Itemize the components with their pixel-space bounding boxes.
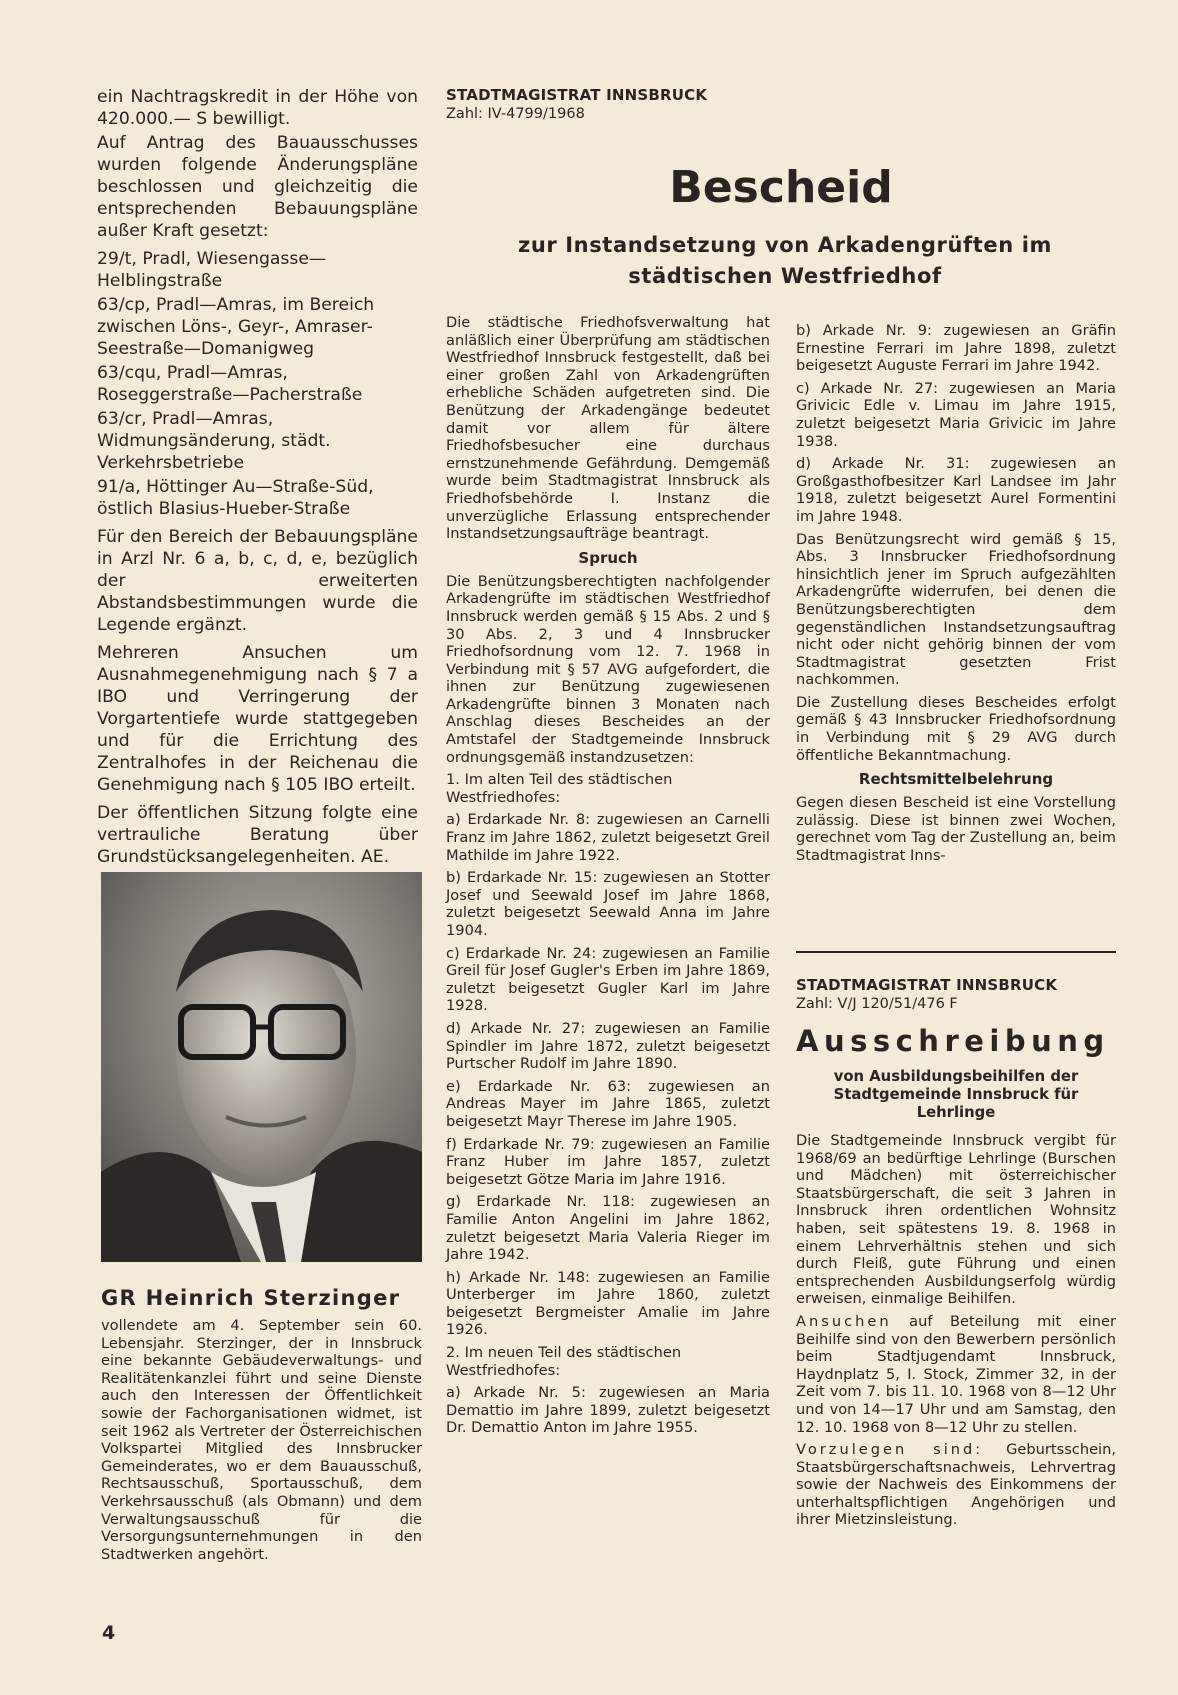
- ausschreibung-title: Ausschreibung: [796, 1024, 1110, 1058]
- remedy-heading: Rechtsmittelbelehrung: [858, 770, 1054, 789]
- ausschreibung-zahl: Zahl: V/J 120/51/476 F: [796, 996, 958, 1012]
- grave-entry: c) Erdarkade Nr. 24: zugewiesen an Familie Greil für Josef Gugler's Erben im Jahre 1869, zuletzt beigesetzt Gugler Karl im Jahre 1928.: [446, 944, 770, 1015]
- ausschreibung-p1: Die Stadtgemeinde Innsbruck vergibt für 1968/69 an bedürftige Lehrlinge (Burschen und Mädchen) mit österreichischer Staatsbürgerschaft, die seit 3 Jahren in Innsbruck ihren ordentlichen Wohnsitz haben, seit spätestens 19. 8. 1968 in einem Lehrverhältnis stehen und sich durch Fleiß, gute Führung und einen entsprechenden Ausbildungserfolg würdig erweisen, einmalige Beihilfen.: [796, 1132, 1116, 1308]
- grave-entry: d) Arkade Nr. 31: zugewiesen an Großgasthofbesitzer Karl Landsee im Jahr 1918, zuletzt beigesetzt Aurel Formentini im Jahre 1948.: [796, 455, 1116, 525]
- grave-entry: f) Erdarkade Nr. 79: zugewiesen an Familie Franz Huber im Jahre 1857, zuletzt beigesetzt Götze Maria im Jahre 1916.: [446, 1135, 770, 1188]
- bescheid-header: [446, 86, 1116, 124]
- grave-entry: b) Arkade Nr. 9: zugewiesen an Gräfin Ernestine Ferrari im Jahre 1898, zuletzt beigesetzt Auguste Ferrari im Jahre 1942.: [796, 322, 1116, 375]
- ausschreibung-p2: [796, 1313, 1116, 1436]
- ausschreibung-p3-text: Geburtsschein, Staatsbürgerschaftsnachweis, Lehrvertrag sowie der Nachweis des Einkommens der unterhaltspflichtigen Angehörigen und ihrer Mietzinsleistung.: [796, 1441, 1116, 1529]
- grave-entry: a) Erdarkade Nr. 8: zugewiesen an Carnelli Franz im Jahre 1862, zuletzt beigesetzt Greil Mathilde im Jahre 1922.: [446, 811, 770, 864]
- grave-entry: b) Erdarkade Nr. 15: zugewiesen an Stotter Josef und Seewald Josef im Jahre 1868, zuletzt beigesetzt Seewald Anna im Jahre 1904.: [446, 869, 770, 939]
- remedy-text: Gegen diesen Bescheid ist eine Vorstellung zulässig. Diese ist binnen zwei Wochen, gerechnet vom Tag der Zustellung an, beim Stadtmagistrat Inns-: [796, 794, 1116, 865]
- revoke-text: Das Benützungsrecht wird gemäß § 15, Abs. 3 Innsbrucker Friedhofsordnung hinsichtlich jener im Spruch aufgezählten Arkadengrüfte widerrufen, bei denen die Benützungsberechtigten dem gegenständlichen Instandsetzungsauftrag nicht oder nicht gehörig binnen der vom Stadtmagistrat gesetzten Frist nachkommen.: [796, 530, 1116, 689]
- portrait-image: [101, 872, 422, 1262]
- left-paragraph: ein Nachtragskredit in der Höhe von 420.000.— S bewilligt.: [97, 87, 418, 129]
- ausschreibung-p2-text: auf Beteilung mit einer Beihilfe sind von den Bewerbern persönlich beim Stadtjugendamt Innsbruck, Haydnplatz 5, I. Stock, Zimmer 32, in der Zeit vom 7. bis 11. 10. 1968 von 8—12 Uhr und von 14—17 Uhr und am Samstag, den 12. 10. 1968 von 8—12 Uhr zu stellen.: [796, 1312, 1116, 1436]
- ausschreibung-p3-lead: Vorzulegen sind:: [796, 1441, 984, 1459]
- left-column: [97, 86, 418, 870]
- plan-item: 29/t, Pradl, Wiesengasse—Helblingstraße: [97, 249, 327, 291]
- spruch-text: Die Benützungsberechtigten nachfolgender Arkadengrüfte im städtischen Westfriedhof Innsbruck werden gemäß § 15 Abs. 2 und § 30 Abs. 2, 3 und 4 Innsbrucker Friedhofsordnung vom 12. 7. 1968 in Verbindung mit § 57 AVG aufgefordert, die ihnen zur Benützung zugewiesenen Arkadengrüfte binnen 3 Monaten nach Anschlag dieses Bescheides an der Amtstafel der Stadtgemeinde Innsbruck ordnungsgemäß instandzusetzen:: [446, 572, 770, 766]
- bescheid-column: [446, 314, 770, 1442]
- plan-item: 63/cqu, Pradl—Amras, Roseggerstraße—Pacherstraße: [97, 363, 363, 405]
- caption-text: vollendete am 4. September sein 60. Lebensjahr. Sterzinger, der in Innsbruck eine bekannte Gebäudeverwaltungs- und Realitätenkanzlei führt und seine Dienste auch den Interessen der Öffentlichkeit sowie der Fachorganisationen widmet, ist seit 1962 als Vertreter der Österreichischen Volkspartei Mitglied des Innsbrucker Gemeinderates, wo er dem Bauausschuß, Rechtsausschuß, Sportausschuß, dem Verkehrsausschuß (als Obmann) und dem Verwaltungsausschuß für die Versorgungsunternehmungen in den Stadtwerken angehört.: [101, 1317, 422, 1563]
- left-paragraph: Der öffentlichen Sitzung folgte eine vertrauliche Beratung über Grundstücksangelegenheiten. AE.: [97, 803, 418, 867]
- page-number: 4: [102, 1622, 116, 1644]
- caption-name: GR Heinrich Sterzinger: [101, 1286, 401, 1310]
- portrait-caption: [101, 1285, 422, 1563]
- bescheid-authority: STADTMAGISTRAT INNSBRUCK: [446, 86, 708, 104]
- spruch-heading: Spruch: [578, 548, 638, 567]
- plan-item: 91/a, Höttinger Au—Straße-Süd, östlich Blasius-Hueber-Straße: [97, 477, 374, 519]
- plan-item: 63/cr, Pradl—Amras, Widmungsänderung, städt. Verkehrsbetriebe: [97, 409, 331, 473]
- plan-item: 63/cp, Pradl—Amras, im Bereich zwischen Löns-, Geyr-, Amraser-Seestraße—Domanigweg: [97, 295, 375, 359]
- ausschreibung-p2-lead: Ansuchen: [796, 1312, 892, 1330]
- grave-entry: a) Arkade Nr. 5: zugewiesen an Maria Demattio im Jahre 1899, zuletzt beigesetzt Dr. Demattio Anton im Jahre 1955.: [446, 1384, 770, 1437]
- portrait-photo: [101, 872, 422, 1262]
- section-divider: [796, 951, 1116, 953]
- grave-entry: h) Arkade Nr. 148: zugewiesen an Familie Unterberger im Jahre 1860, zuletzt beigesetzt Bergmeister Amalie im Jahre 1926.: [446, 1268, 770, 1339]
- left-paragraph: Mehreren Ansuchen um Ausnahmegenehmigung nach § 7 a IBO und Verringerung der Vorgartentiefe wurde stattgegeben und für die Errichtung des Zentralhofes in der Reichenau die Genehmigung nach § 105 IBO erteilt.: [97, 643, 418, 795]
- part1-heading: 1. Im alten Teil des städtischen Westfriedhofes:: [446, 771, 673, 806]
- left-paragraph: Auf Antrag des Bauausschusses wurden folgende Änderungspläne beschlossen und gleichzeitig die entsprechenden Bebauungspläne außer Kraft gesetzt:: [97, 133, 418, 241]
- ausschreibung-section: [796, 976, 1116, 1534]
- ausschreibung-authority: STADTMAGISTRAT INNSBRUCK: [796, 976, 1058, 994]
- grave-entry: d) Arkade Nr. 27: zugewiesen an Familie Spindler im Jahre 1872, zuletzt beigesetzt Purtscher Rudolf im Jahre 1890.: [446, 1019, 770, 1073]
- delivery-text: Die Zustellung dieses Bescheides erfolgt gemäß § 43 Innsbrucker Friedhofsordnung in Verbindung mit § 29 AVG durch öffentliche Bekanntmachung.: [796, 693, 1116, 764]
- bescheid-title: Bescheid: [669, 162, 893, 213]
- bescheid-intro: Die städtische Friedhofsverwaltung hat anläßlich einer Überprüfung am städtischen Westfriedhof Innsbruck festgestellt, daß bei einer großen Zahl von Arkadengrüften erhebliche Schäden aufgetreten sind. Die Benützung der Arkadengänge bedeutet damit vor allem für ältere Friedhofsbesucher eine durchaus ernstzunehmende Gefährdung. Demgemäß wurde beim Stadtmagistrat Innsbruck als Friedhofsbehörde I. Instanz die unverzügliche Erlassung entsprechender Instandsetzungsaufträge beantragt.: [446, 314, 770, 543]
- grave-entry: g) Erdarkade Nr. 118: zugewiesen an Familie Anton Angelini im Jahre 1862, zuletzt beigesetzt Maria Valeria Rieger im Jahre 1942.: [446, 1193, 770, 1264]
- grave-entry: e) Erdarkade Nr. 63: zugewiesen an Andreas Mayer im Jahre 1865, zuletzt beigesetzt Mayr Therese im Jahre 1905.: [446, 1077, 770, 1130]
- left-paragraph: Für den Bereich der Bebauungspläne in Arzl Nr. 6 a, b, c, d, e, bezüglich der erweiterten Abstandsbestimmungen wurde die Legende ergänzt.: [97, 527, 418, 635]
- ausschreibung-subtitle: von Ausbildungsbeihilfen der Stadtgemeinde Innsbruck für Lehrlinge: [833, 1068, 1079, 1121]
- ausschreibung-p3: [796, 1441, 1116, 1529]
- grave-entry: c) Arkade Nr. 27: zugewiesen an Maria Grivicic Edle v. Limau im Jahre 1915, zuletzt beigesetzt Maria Grivicic im Jahre 1938.: [796, 379, 1116, 450]
- part2-heading: 2. Im neuen Teil des städtischen Westfriedhofes:: [446, 1344, 682, 1379]
- right-column-top: [796, 322, 1116, 870]
- bescheid-subtitle: zur Instandsetzung von Arkadengrüften im städtischen Westfriedhof: [518, 233, 1052, 288]
- bescheid-zahl: Zahl: IV-4799/1968: [446, 106, 585, 122]
